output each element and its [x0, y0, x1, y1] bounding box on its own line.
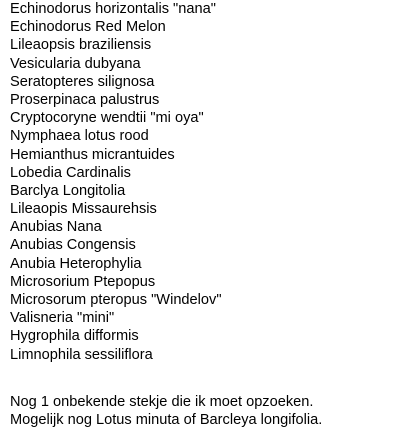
plant-item: Limnophila sessiliflora	[10, 346, 153, 363]
plant-item: Vesicularia dubyana	[10, 55, 141, 72]
plant-item: Lobedia Cardinalis	[10, 164, 131, 181]
plant-item: Echinodorus horizontalis "nana"	[10, 1, 216, 17]
plant-item: Lileaopis Missaurehsis	[10, 201, 157, 218]
plant-item: Anubias Nana	[10, 219, 102, 236]
plant-item: Hygrophila difformis	[10, 328, 139, 345]
plant-item: Nymphaea lotus rood	[10, 128, 149, 145]
plant-item: Echinodorus Red Melon	[10, 19, 166, 36]
plant-item: Valisneria "mini"	[10, 310, 115, 327]
note-line: Nog 1 onbekende stekje die ik moet opzoeken.	[10, 394, 314, 410]
plant-item: Microsorium Ptepopus	[10, 273, 156, 290]
note-line: Mogelijk nog Lotus minuta of Barcleya longifolia.	[10, 412, 323, 429]
plant-item: Hemianthus micrantuides	[10, 146, 175, 163]
plant-item: Seratopteres silignosa	[10, 73, 155, 90]
plant-item: Cryptocoryne wendtii "mi oya"	[10, 110, 204, 127]
plant-list	[10, 0, 405, 364]
plant-item: Anubia Heterophylia	[10, 255, 142, 272]
plant-item: Barclya Longitolia	[10, 182, 126, 199]
notes	[10, 393, 405, 429]
document-body	[10, 0, 405, 364]
plant-item: Microsorum pteropus "Windelov"	[10, 292, 222, 308]
plant-item: Lileaopsis braziliensis	[10, 37, 152, 54]
plant-item: Anubias Congensis	[10, 237, 136, 254]
plant-item: Proserpinaca palustrus	[10, 91, 160, 108]
